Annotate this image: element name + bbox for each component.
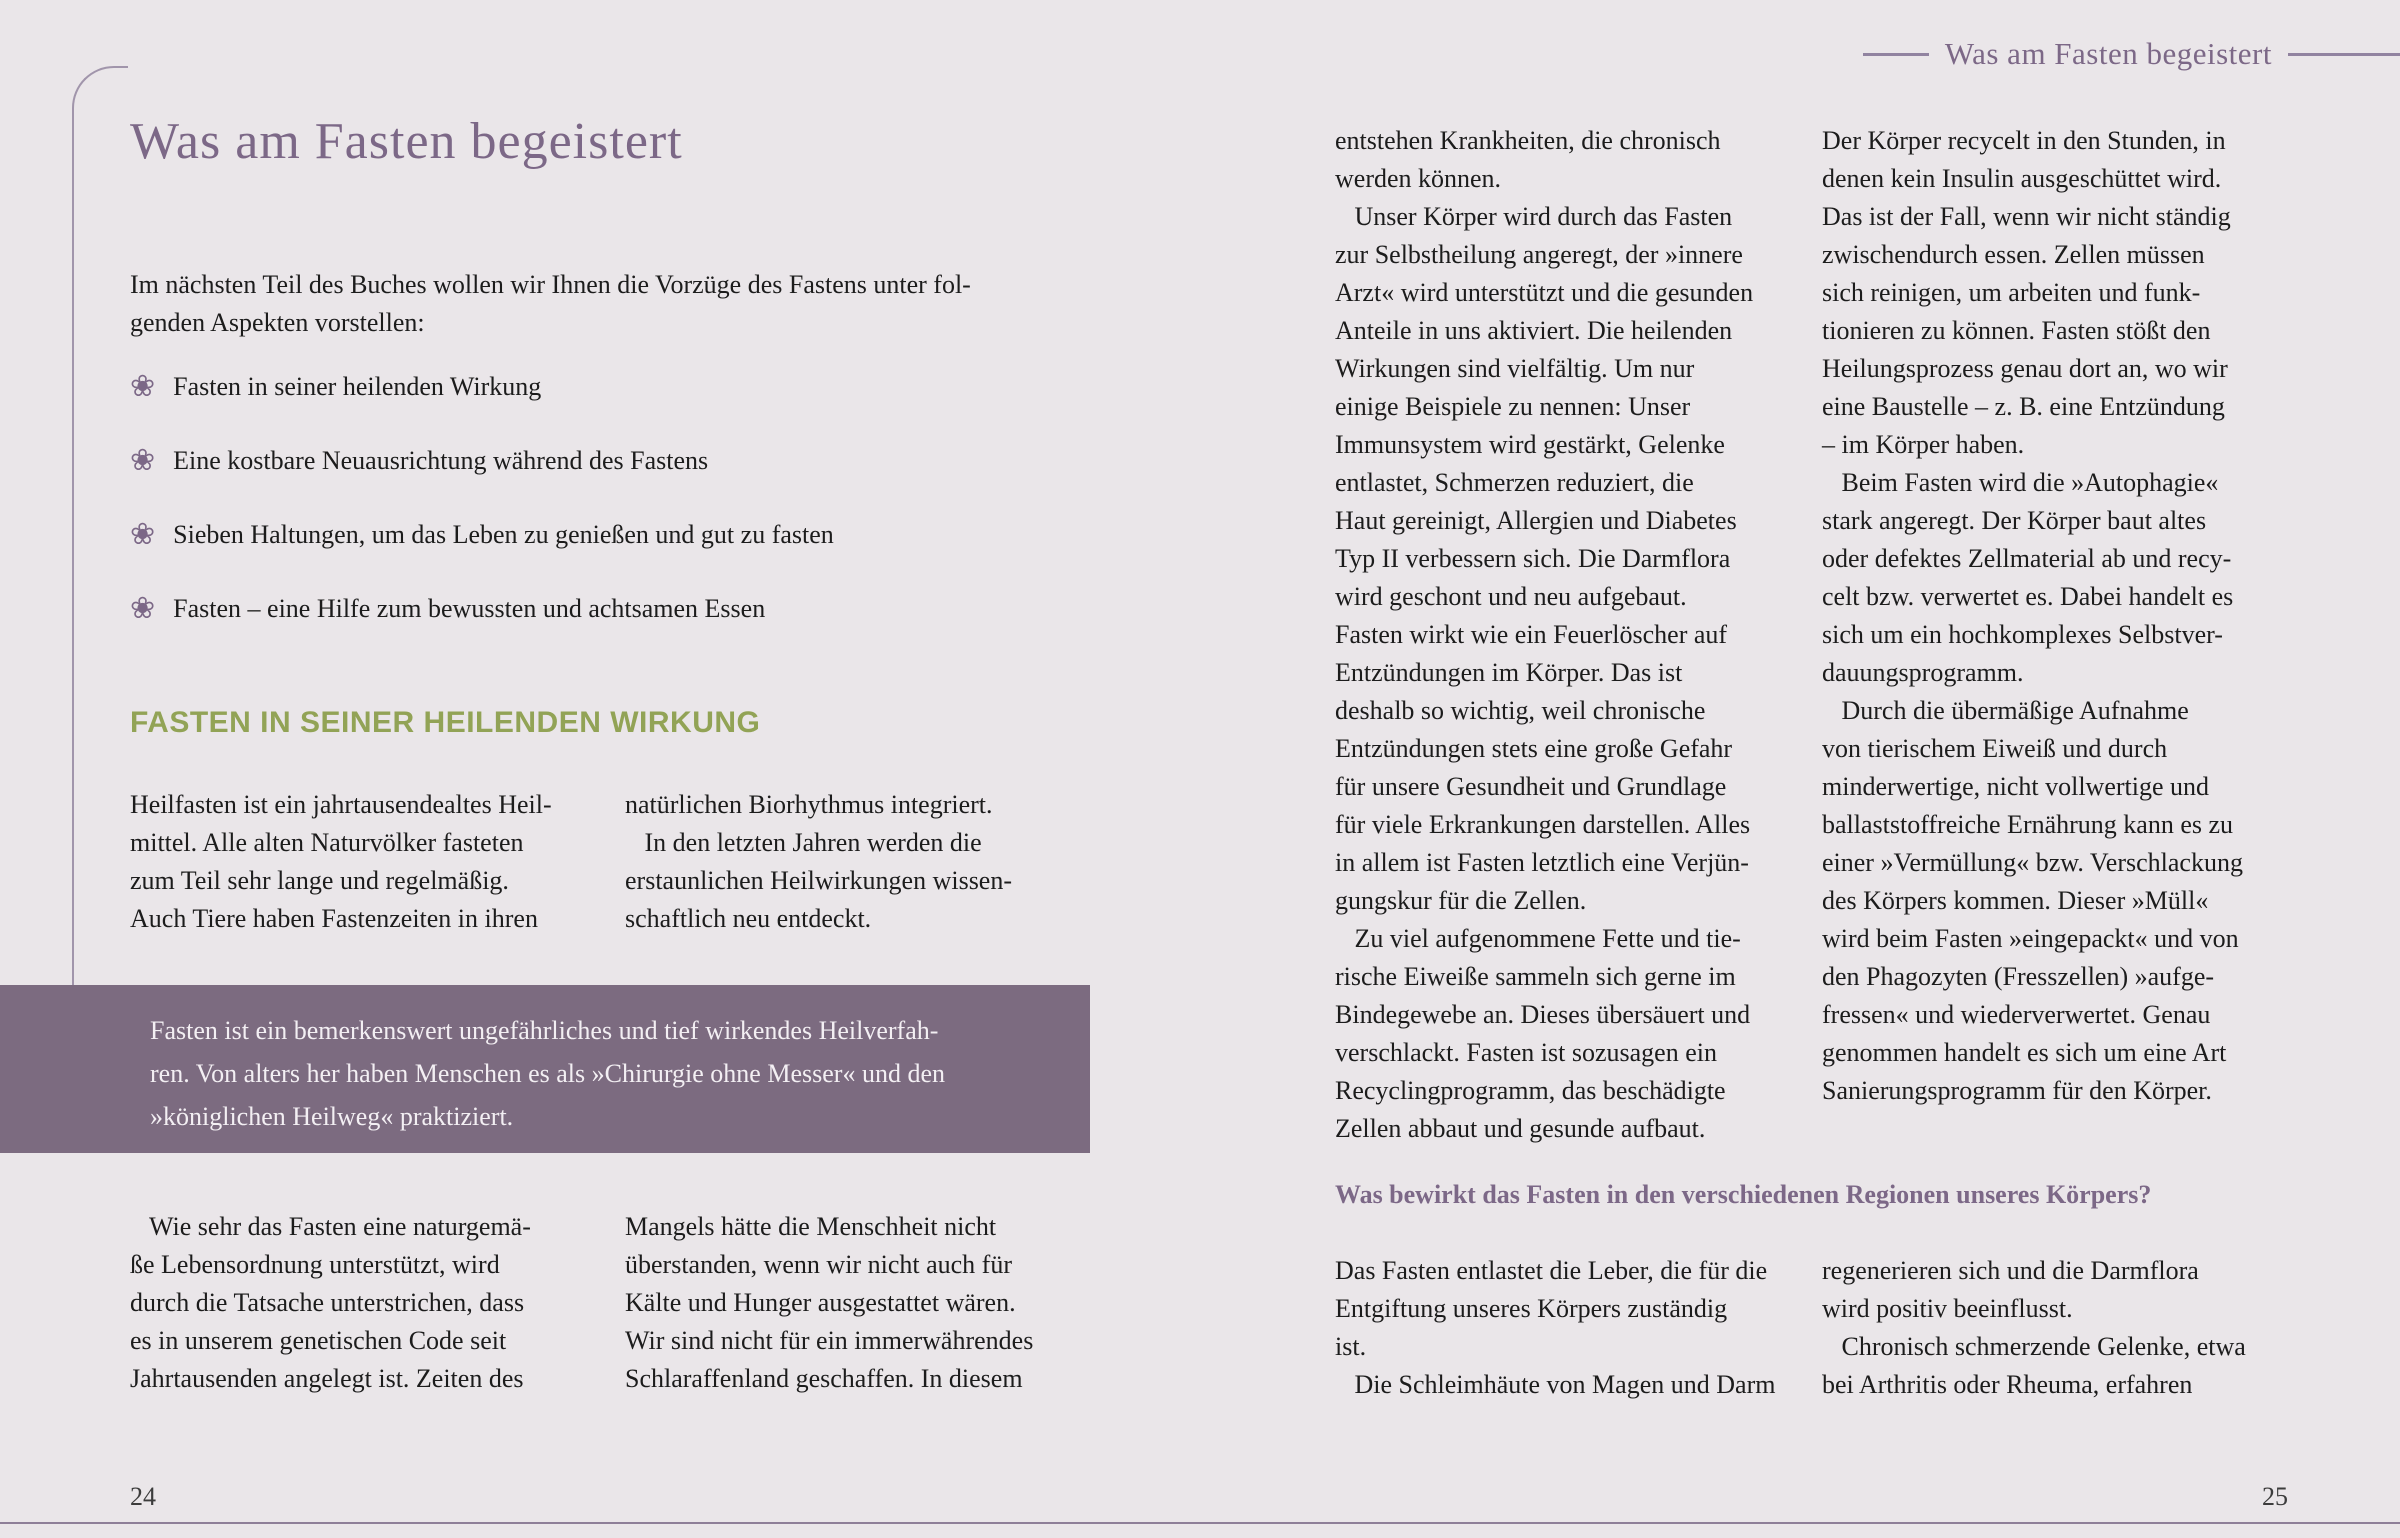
running-header-text: Was am Fasten begeistert xyxy=(1944,36,2272,71)
text-line: einer »Vermüllung« bzw. Verschlackung xyxy=(1822,848,2243,877)
chapter-title: Was am Fasten begeistert xyxy=(130,113,683,170)
text-line: verschlackt. Fasten ist sozusagen ein xyxy=(1335,1038,1717,1067)
text-line: entstehen Krankheiten, die chronisch xyxy=(1335,126,1721,155)
list-item xyxy=(130,368,834,406)
text-line: durch die Tatsache unterstrichen, dass xyxy=(130,1288,525,1317)
text-line: minderwertige, nicht vollwertige und xyxy=(1822,772,2210,801)
text-line: eine Baustelle – z. B. eine Entzündung xyxy=(1822,392,2225,421)
text-line: sich reinigen, um arbeiten und funk- xyxy=(1822,278,2201,307)
text-line: Die Schleimhäute von Magen und Darm xyxy=(1335,1370,1776,1399)
text-line: Immunsystem wird gestärkt, Gelenke xyxy=(1335,430,1725,459)
text-line: von tierischem Eiweiß und durch xyxy=(1822,734,2168,763)
text-line: – im Körper haben. xyxy=(1822,430,2025,459)
left-page-column-2-right xyxy=(625,1208,1095,1398)
intro-paragraph xyxy=(130,266,1115,342)
text-line: wird geschont und neu aufgebaut. xyxy=(1335,582,1687,611)
text-line: wird positiv beeinflusst. xyxy=(1822,1294,2073,1323)
text-line: In den letzten Jahren werden die xyxy=(625,828,982,857)
list-item-label: Fasten – eine Hilfe zum bewussten und achtsamen Essen xyxy=(173,594,766,623)
text-line: Chronisch schmerzende Gelenke, etwa xyxy=(1822,1332,2246,1361)
quote-line: Fasten ist ein bemerkenswert ungefährliches und tief wirkendes Heilverfah- xyxy=(150,1016,939,1045)
text-line: zwischendurch essen. Zellen müssen xyxy=(1822,240,2205,269)
page-number-left: 24 xyxy=(130,1482,156,1511)
text-line: Zu viel aufgenommene Fette und tie- xyxy=(1335,924,1741,953)
text-line: Kälte und Hunger ausgestattet wären. xyxy=(625,1288,1016,1317)
list-item xyxy=(130,442,834,480)
corner-rule xyxy=(72,66,128,987)
text-line: entlastet, Schmerzen reduziert, die xyxy=(1335,468,1694,497)
text-line: Heilungsprozess genau dort an, wo wir xyxy=(1822,354,2228,383)
text-line: oder defektes Zellmaterial ab und recy- xyxy=(1822,544,2232,573)
text-line: den Phagozyten (Fresszellen) »aufge- xyxy=(1822,962,2215,991)
text-line: Wirkungen sind vielfältig. Um nur xyxy=(1335,354,1695,383)
text-line: Das ist der Fall, wenn wir nicht ständig xyxy=(1822,202,2231,231)
left-page-column-2-left xyxy=(130,1208,600,1398)
text-line: Entzündungen im Körper. Das ist xyxy=(1335,658,1683,687)
header-rule-right-icon xyxy=(2288,53,2400,56)
text-line: erstaunlichen Heilwirkungen wissen- xyxy=(625,866,1013,895)
text-line: Anteile in uns aktiviert. Die heilenden xyxy=(1335,316,1733,345)
text-line: Fasten wirkt wie ein Feuerlöscher auf xyxy=(1335,620,1728,649)
text-line: regenerieren sich und die Darmflora xyxy=(1822,1256,2199,1285)
text-line: deshalb so wichtig, weil chronische xyxy=(1335,696,1706,725)
text-line: einige Beispiele zu nennen: Unser xyxy=(1335,392,1691,421)
text-line: Jahrtausenden angelegt ist. Zeiten des xyxy=(130,1364,524,1393)
right-page-column-3-right xyxy=(1822,1252,2292,1404)
list-item-label: Eine kostbare Neuausrichtung während des Fastens xyxy=(173,446,709,475)
text-line: Sanierungsprogramm für den Körper. xyxy=(1822,1076,2212,1105)
text-line: Mangels hätte die Menschheit nicht xyxy=(625,1212,997,1241)
flower-icon: ❀ xyxy=(130,443,156,478)
text-line: Im nächsten Teil des Buches wollen wir Ihnen die Vorzüge des Fastens unter fol- xyxy=(130,270,971,299)
text-line: in allem ist Fasten letztlich eine Verjün- xyxy=(1335,848,1749,877)
text-line: Bindegewebe an. Dieses übersäuert und xyxy=(1335,1000,1751,1029)
header-rule-left-icon xyxy=(1863,53,1929,56)
text-line: es in unserem genetischen Code seit xyxy=(130,1326,507,1355)
text-line: fressen« und wiederverwertet. Genau xyxy=(1822,1000,2211,1029)
list-item xyxy=(130,516,834,554)
flower-icon: ❀ xyxy=(130,517,156,552)
text-line: wird beim Fasten »eingepackt« und von xyxy=(1822,924,2239,953)
text-line: Entgiftung unseres Körpers zuständig xyxy=(1335,1294,1728,1323)
text-line: des Körpers kommen. Dieser »Müll« xyxy=(1822,886,2209,915)
text-line: ße Lebensordnung unterstützt, wird xyxy=(130,1250,500,1279)
right-page-column-left xyxy=(1335,122,1805,1148)
text-line: Schlaraffenland geschaffen. In diesem xyxy=(625,1364,1023,1393)
right-page-column-right xyxy=(1822,122,2292,1110)
text-line: dauungsprogramm. xyxy=(1822,658,2024,687)
text-line: mittel. Alle alten Naturvölker fasteten xyxy=(130,828,524,857)
text-line: Zellen abbaut und gesunde aufbaut. xyxy=(1335,1114,1706,1143)
text-line: werden können. xyxy=(1335,164,1502,193)
text-line: für unsere Gesundheit und Grundlage xyxy=(1335,772,1727,801)
text-line: denen kein Insulin ausgeschüttet wird. xyxy=(1822,164,2222,193)
running-header xyxy=(1863,36,2400,72)
text-line: celt bzw. verwertet es. Dabei handelt es xyxy=(1822,582,2234,611)
text-line: Entzündungen stets eine große Gefahr xyxy=(1335,734,1733,763)
text-line: stark angeregt. Der Körper baut altes xyxy=(1822,506,2207,535)
text-line: natürlichen Biorhythmus integriert. xyxy=(625,790,993,819)
list-item-label: Sieben Haltungen, um das Leben zu genießen und gut zu fasten xyxy=(173,520,834,549)
text-line: Heilfasten ist ein jahrtausendealtes Heil- xyxy=(130,790,552,819)
text-line: Arzt« wird unterstützt und die gesunden xyxy=(1335,278,1754,307)
section-heading: FASTEN IN SEINER HEILENDEN WIRKUNG xyxy=(130,706,761,739)
text-line: gungskur für die Zellen. xyxy=(1335,886,1587,915)
text-line: zum Teil sehr lange und regelmäßig. xyxy=(130,866,509,895)
text-line: Haut gereinigt, Allergien und Diabetes xyxy=(1335,506,1737,535)
right-page-column-3-left xyxy=(1335,1252,1805,1404)
text-line: sich um ein hochkomplexes Selbstver- xyxy=(1822,620,2223,649)
list-item-label: Fasten in seiner heilenden Wirkung xyxy=(173,372,542,401)
bottom-rule xyxy=(0,1522,2400,1524)
text-line: bei Arthritis oder Rheuma, erfahren xyxy=(1822,1370,2193,1399)
text-line: Wie sehr das Fasten eine naturgemä- xyxy=(130,1212,531,1241)
text-line: Durch die übermäßige Aufnahme xyxy=(1822,696,2189,725)
text-line: überstanden, wenn wir nicht auch für xyxy=(625,1250,1012,1279)
page-number-right: 25 xyxy=(2262,1482,2288,1511)
quote-line: »königlichen Heilweg« praktiziert. xyxy=(150,1102,514,1131)
text-line: rische Eiweiße sammeln sich gerne im xyxy=(1335,962,1736,991)
left-page-column-1-left xyxy=(130,786,600,938)
text-line: ist. xyxy=(1335,1332,1367,1361)
text-line: Wir sind nicht für ein immerwährendes xyxy=(625,1326,1034,1355)
text-line: tionieren zu können. Fasten stößt den xyxy=(1822,316,2211,345)
flower-icon: ❀ xyxy=(130,591,156,626)
text-line: Auch Tiere haben Fastenzeiten in ihren xyxy=(130,904,538,933)
text-line: genommen handelt es sich um eine Art xyxy=(1822,1038,2227,1067)
text-line: Typ II verbessern sich. Die Darmflora xyxy=(1335,544,1731,573)
question-heading: Was bewirkt das Fasten in den verschiedenen Regionen unseres Körpers? xyxy=(1335,1180,2152,1209)
left-page-column-1-right xyxy=(625,786,1095,938)
text-line: für viele Erkrankungen darstellen. Alles xyxy=(1335,810,1751,839)
text-line: schaftlich neu entdeckt. xyxy=(625,904,872,933)
text-line: Beim Fasten wird die »Autophagie« xyxy=(1822,468,2219,497)
text-line: zur Selbstheilung angeregt, der »innere xyxy=(1335,240,1743,269)
text-line: genden Aspekten vorstellen: xyxy=(130,308,425,337)
highlight-quote-box xyxy=(0,985,1090,1153)
list-item xyxy=(130,590,834,628)
quote-line: ren. Von alters her haben Menschen es als »Chirurgie ohne Messer« und den xyxy=(150,1059,945,1088)
text-line: Der Körper recycelt in den Stunden, in xyxy=(1822,126,2226,155)
topic-list xyxy=(130,368,834,664)
text-line: Das Fasten entlastet die Leber, die für die xyxy=(1335,1256,1768,1285)
text-line: Unser Körper wird durch das Fasten xyxy=(1335,202,1733,231)
text-line: Recyclingprogramm, das beschädigte xyxy=(1335,1076,1726,1105)
flower-icon: ❀ xyxy=(130,369,156,404)
text-line: ballaststoffreiche Ernährung kann es zu xyxy=(1822,810,2234,839)
